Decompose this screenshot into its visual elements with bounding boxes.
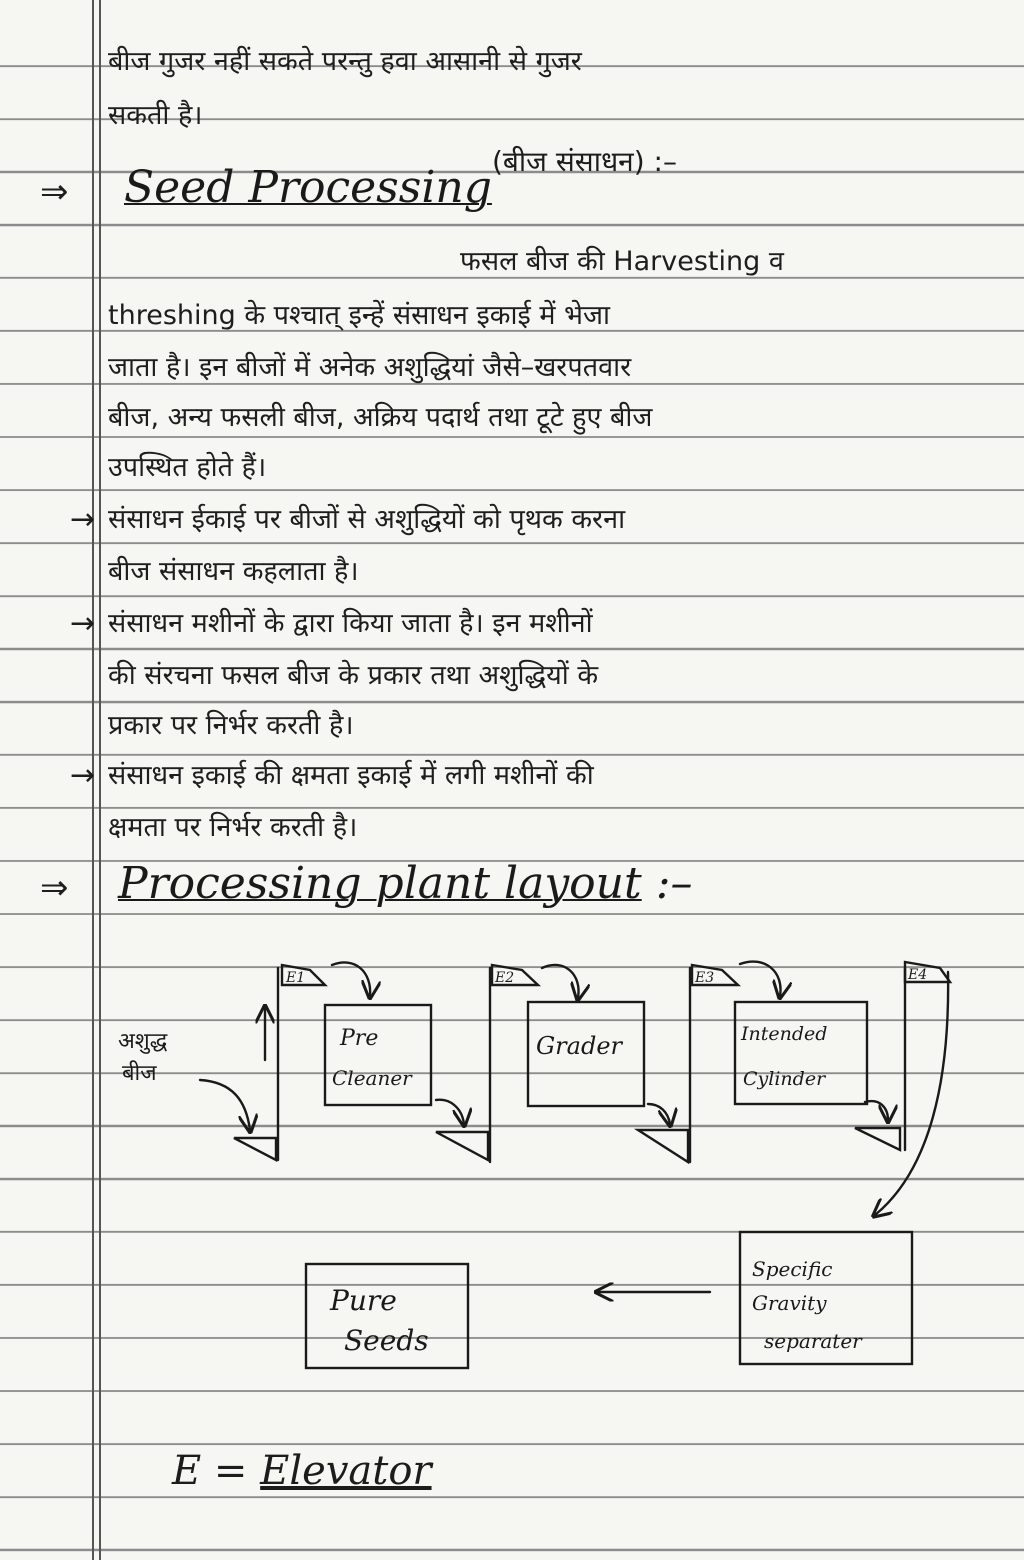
note-line: सकती है। (108, 100, 203, 131)
hopper (855, 1128, 900, 1150)
flow-arrow (865, 1101, 888, 1120)
elevator-label: E4 (908, 967, 928, 983)
hopper (234, 1138, 276, 1160)
note-line: जाता है। इन बीजों में अनेक अशुद्धियां जैसे–खरपतवार (108, 352, 632, 383)
machine-label: Cylinder (743, 1068, 826, 1090)
section-title-suffix: :– (655, 858, 693, 909)
output-label: Pure (330, 1284, 397, 1317)
note-line: बीज संसाधन कहलाता है। (108, 556, 359, 587)
hopper (638, 1130, 688, 1162)
flow-arrow (542, 965, 579, 998)
machine-box-pre-cleaner (325, 1005, 431, 1105)
note-line: बीज गुजर नहीं सकते परन्तु हवा आसानी से गुजर (108, 46, 582, 77)
bullet-arrow: → (70, 502, 96, 537)
double-arrow-marker: ⇒ (40, 172, 69, 212)
separator-label: separater (764, 1329, 862, 1353)
note-line: threshing के पश्चात् इन्हें संसाधन इकाई में भेजा (108, 300, 611, 331)
flow-arrow (648, 1104, 670, 1124)
legend (172, 1448, 432, 1494)
feed-arrow (200, 1080, 250, 1130)
note-line: क्षमता पर निर्भर करती है। (108, 812, 358, 843)
input-label: बीज (122, 1061, 157, 1086)
machine-label: Intended (741, 1023, 828, 1045)
section-title-text: Processing plant layout (118, 858, 642, 909)
note-line: संसाधन ईकाई पर बीजों से अशुद्धियों को पृथक करना (108, 504, 626, 535)
double-arrow-marker: ⇒ (40, 868, 69, 908)
machine-label: Cleaner (332, 1066, 412, 1090)
flow-arrow (436, 1100, 464, 1124)
machine-label: Pre (340, 1026, 379, 1051)
section-hindi-title: (बीज संसाधन) :– (492, 145, 677, 178)
flow-arrow (740, 962, 781, 996)
separator-label: Specific (752, 1257, 833, 1281)
output-label: Seeds (344, 1324, 429, 1357)
note-line: संसाधन इकाई की क्षमता इकाई में लगी मशीनों की (108, 760, 594, 791)
section-title-text: Seed Processing (124, 162, 492, 213)
note-line: उपस्थित होते हैं। (108, 452, 267, 483)
bullet-arrow: → (70, 606, 96, 641)
flow-arrow (875, 972, 948, 1215)
note-line: की संरचना फसल बीज के प्रकार तथा अशुद्धियों के (108, 660, 599, 691)
legend-meaning: Elevator (260, 1448, 432, 1494)
note-line: फसल बीज की Harvesting व (460, 246, 784, 277)
elevator-label: E1 (286, 970, 306, 986)
machine-label: Grader (536, 1032, 622, 1060)
input-label: अशुद्ध (118, 1029, 168, 1054)
elevator-label: E2 (495, 970, 515, 986)
separator-label: Gravity (752, 1291, 827, 1315)
note-line: बीज, अन्य फसली बीज, अक्रिय पदार्थ तथा टूटे हुए बीज (108, 402, 653, 433)
hopper (436, 1132, 488, 1160)
note-line: संसाधन मशीनों के द्वारा किया जाता है। इन मशीनों (108, 608, 593, 639)
legend-symbol: E = (172, 1448, 248, 1494)
elevator-label: E3 (695, 970, 715, 986)
note-line: प्रकार पर निर्भर करती है। (108, 710, 354, 741)
flow-arrow (332, 962, 370, 996)
bullet-arrow: → (70, 758, 96, 793)
